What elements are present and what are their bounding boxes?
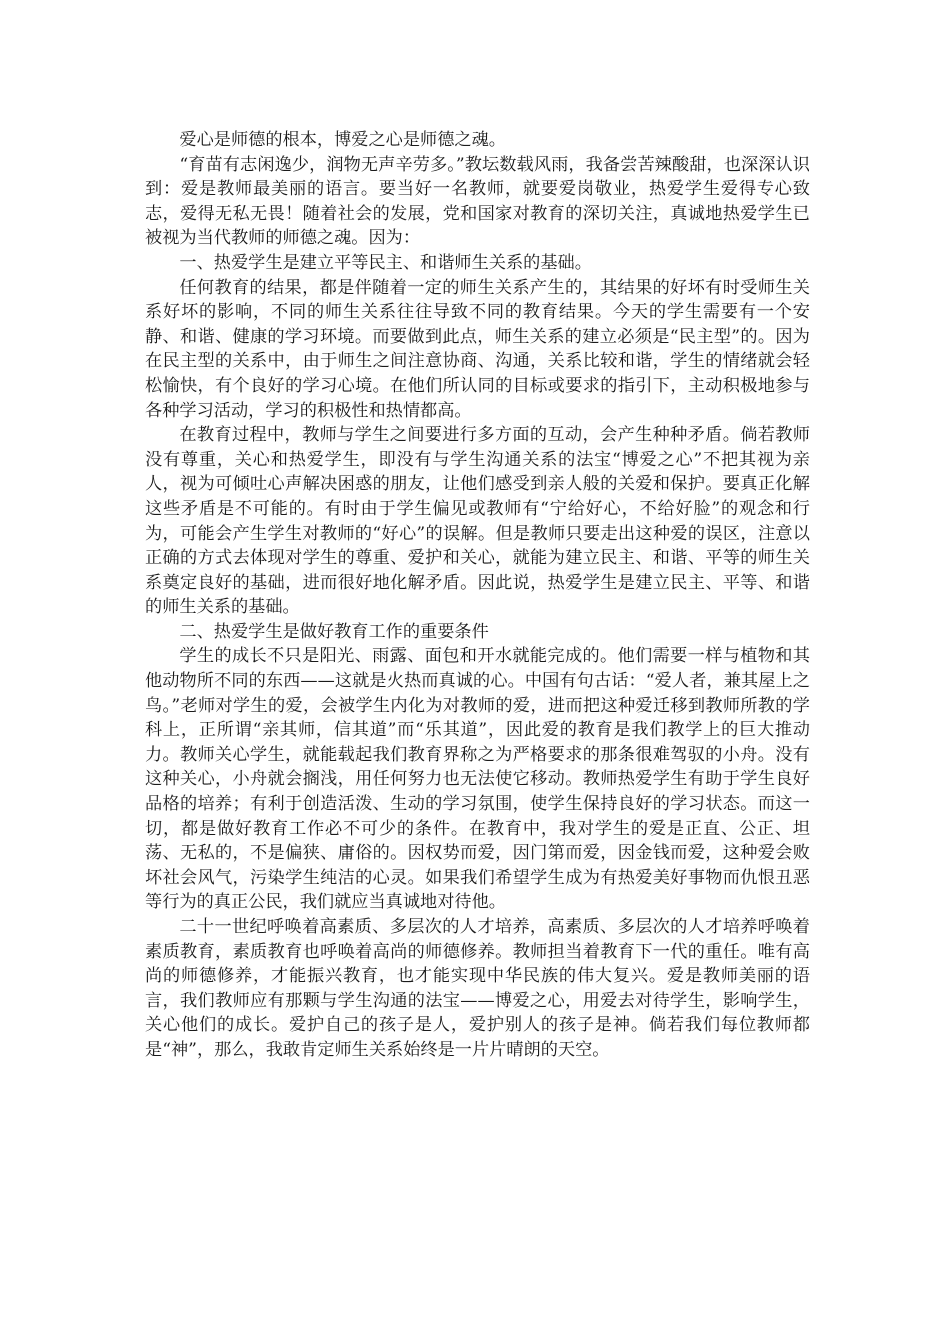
paragraph-section-1a: 任何教育的结果，都是伴随着一定的师生关系产生的，其结果的好坏有时受师生关系好坏的影响，不同的师生关系往往导致不同的教育结果。今天的学生需要有一个安静、和谐、健康的学习环境。而要做到此点，师生关系的建立必须是“民主型”的。因为在民主型的关系中，由于师生之间注意协商、沟通，关系比较和谐，学生的情绪就会轻松愉快，有个良好的学习心境。在他们所认同的目标或要求的指引下，主动积极地参与各种学习活动，学习的积极性和热情都高。 — [145, 277, 810, 421]
section-heading-1: 一、热爱学生是建立平等民主、和谐师生关系的基础。 — [179, 252, 592, 273]
document-body — [145, 128, 810, 1063]
paragraph-section-1b: 在教育过程中，教师与学生之间要进行多方面的互动，会产生种种矛盾。倘若教师没有尊重，关心和热爱学生，即没有与学生沟通关系的法宝“博爱之心”不把其视为亲人，视为可倾吐心声解决困惑的朋友，让他们感受到亲人般的关爱和保护。要真正化解这些矛盾是不可能的。有时由于学生偏见或教师有“宁给好心，不给好脸”的观念和行为，可能会产生学生对教师的“好心”的误解。但是教师只要走出这种爱的误区，注意以正确的方式去体现对学生的尊重、爱护和关心，就能为建立民主、和谐、平等的师生关系奠定良好的基础，进而很好地化解矛盾。因此说，热爱学生是建立民主、平等、和谐的师生关系的基础。 — [145, 425, 810, 618]
section-heading-2: 二、热爱学生是做好教育工作的重要条件 — [179, 621, 489, 642]
paragraph-section-2: 学生的成长不只是阳光、雨露、面包和开水就能完成的。他们需要一样与植物和其他动物所不同的东西——这就是火热而真诚的心。中国有句古话：“爱人者，兼其屋上之鸟。”老师对学生的爱，会被学生内化为对教师的爱，进而把这种爱迁移到教师所教的学科上，正所谓“亲其师，信其道”而“乐其道”，因此爱的教育是我们教学上的巨大推动力。教师关心学生，就能载起我们教育界称之为严格要求的那条很难驾驭的小舟。没有这种关心，小舟就会搁浅，用任何努力也无法使它移动。教师热爱学生有助于学生良好品格的培养；有利于创造活泼、生动的学习氛围，使学生保持良好的学习状态。而这一切，都是做好教育工作必不可少的条件。在教育中，我对学生的爱是正直、公正、坦荡、无私的，不是偏狭、庸俗的。因权势而爱，因门第而爱，因金钱而爱，这种爱会败坏社会风气，污染学生纯洁的心灵。如果我们希望学生成为有热爱美好事物而仇恨丑恶等行为的真正公民，我们就应当真诚地对待他。 — [145, 646, 810, 913]
paragraph-conclusion: 二十一世纪呼唤着高素质、多层次的人才培养，高素质、多层次的人才培养呼唤着素质教育，素质教育也呼唤着高尚的师德修养。教师担当着教育下一代的重任。唯有高尚的师德修养，才能振兴教育，也才能实现中华民族的伟大复兴。爱是教师美丽的语言，我们教师应有那颗与学生沟通的法宝——博爱之心，用爱去对待学生，影响学生，关心他们的成长。爱护自己的孩子是人，爱护别人的孩子是神。倘若我们每位教师都是“神”，那么，我敢肯定师生关系始终是一片片晴朗的天空。 — [145, 917, 810, 1060]
paragraph-opening: 爱心是师德的根本，博爱之心是师德之魂。 — [179, 130, 506, 150]
paragraph-intro: “育苗有志闲逸少，润物无声辛劳多。”教坛数载风雨，我备尝苦辣酸甜，也深深认识到：爱是教师最美丽的语言。要当好一名教师，就要爱岗敬业，热爱学生爱得专心致志，爱得无私无畏！随着社会的发展，党和国家对教育的深切关注，真诚地热爱学生已被视为当代教师的师德之魂。因为： — [145, 154, 810, 249]
